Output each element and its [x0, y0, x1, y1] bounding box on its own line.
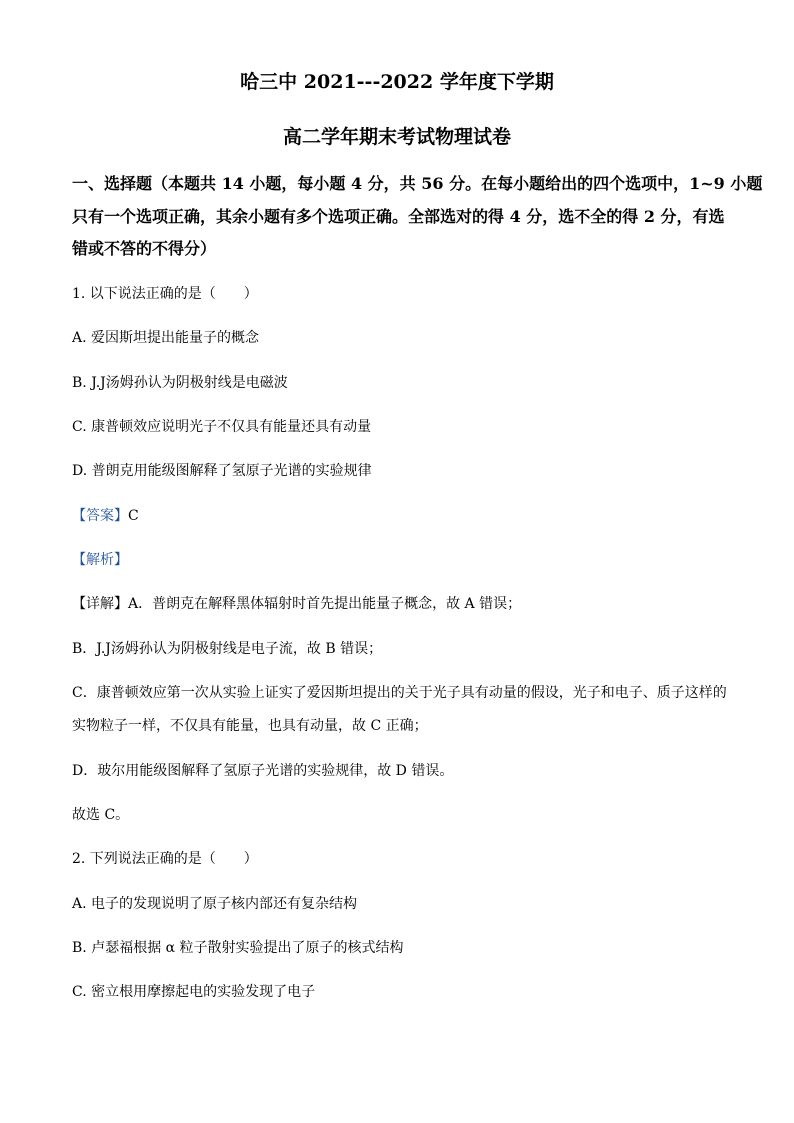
section-header-line-2: 只有一个选项正确，其余小题有多个选项正确。全部选对的得 4 分，选不全的得 2 分，有选: [72, 207, 725, 226]
analysis-label: 【解析】: [72, 552, 128, 568]
detail-line-a: [72, 594, 521, 614]
section-header-line-3: 错或不答的不得分）: [72, 239, 217, 258]
question-1-option-a: A. 爱因斯坦提出能量子的概念: [72, 330, 260, 346]
document-title: 哈三中 2021---2022 学年度下学期: [240, 71, 554, 93]
detail-a-text: A．普朗克在解释黑体辐射时首先提出能量子概念，故 A 错误；: [128, 596, 522, 612]
question-2-stem: 2. 下列说法正确的是（ ）: [72, 851, 258, 867]
question-1-option-d: D. 普朗克用能级图解释了氢原子光谱的实验规律: [72, 463, 372, 479]
section-header-line-1: 一、选择题（本题共 14 小题，每小题 4 分，共 56 分。在每小题给出的四个选项中，1~9 小题: [72, 174, 763, 193]
answer-value: C: [128, 508, 139, 524]
answer-label: 【答案】: [72, 508, 128, 524]
detail-line-c-1: C．康普顿效应第一次从实验上证实了爱因斯坦提出的关于光子具有动量的假设，光子和电子、质子这样的: [72, 685, 727, 701]
question-2-option-c: C. 密立根用摩擦起电的实验发现了电子: [72, 984, 316, 1000]
answer-line: [72, 506, 139, 526]
document-subtitle: 高二学年期末考试物理试卷: [282, 126, 511, 148]
detail-line-c-2: 实物粒子一样，不仅具有能量，也具有动量，故 C 正确；: [72, 718, 428, 734]
detail-line-b: B．J.J汤姆孙认为阴极射线是电子流，故 B 错误；: [72, 641, 383, 657]
detail-label: 【详解】: [72, 596, 128, 612]
question-1-option-c: C. 康普顿效应说明光子不仅具有能量还具有动量: [72, 419, 372, 435]
question-2-option-a: A. 电子的发现说明了原子核内部还有复杂结构: [72, 896, 358, 912]
detail-line-d: D．玻尔用能级图解释了氢原子光谱的实验规律，故 D 错误。: [72, 763, 454, 779]
question-1-stem: 1. 以下说法正确的是（ ）: [72, 286, 258, 302]
question-1-option-b: B. J.J汤姆孙认为阴极射线是电磁波: [72, 375, 288, 391]
question-2-option-b: B. 卢瑟福根据 α 粒子散射实验提出了原子的核式结构: [72, 940, 404, 956]
conclusion-line: 故选 C。: [72, 807, 130, 823]
